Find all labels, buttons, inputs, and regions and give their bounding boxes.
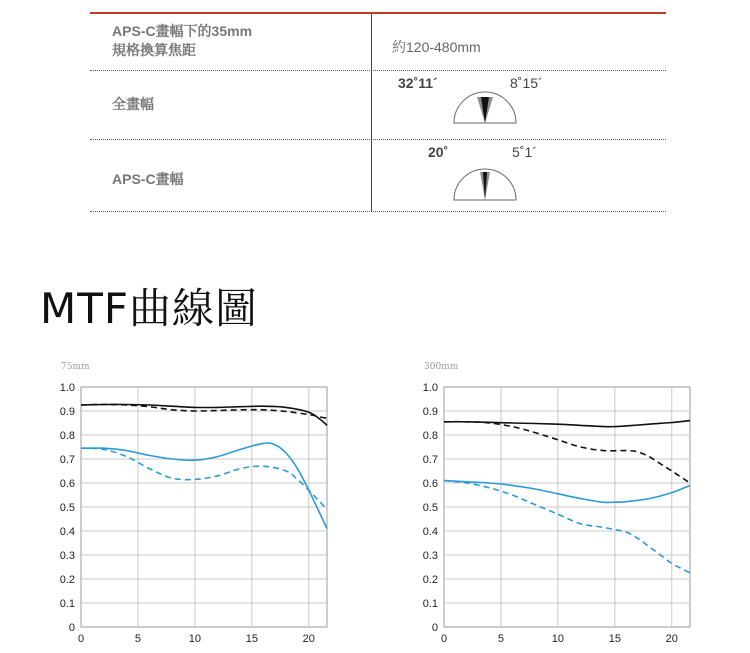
mtf-series-line-3 [81, 443, 327, 529]
table-column-divider [371, 14, 372, 212]
y-tick-label: 0 [68, 622, 75, 634]
field-of-view-diagram-icon [452, 85, 518, 125]
spec-row-equivalent-focal-length [90, 14, 666, 71]
y-tick-label: 1.0 [59, 382, 75, 394]
y-tick-label: 0.4 [422, 526, 438, 538]
x-tick-label: 10 [188, 633, 202, 645]
mtf-series-line-1 [444, 421, 690, 427]
y-tick-label: 0.2 [422, 574, 438, 586]
mtf-series-line-2 [444, 422, 690, 483]
spec-row-full-frame [90, 71, 666, 140]
x-tick-label: 10 [551, 633, 565, 645]
mtf-series-line-1 [81, 404, 327, 425]
spec-label-full-frame: 全畫幅 [112, 96, 154, 112]
chart-title: 75mm [61, 362, 90, 372]
spec-label-equivalent-focal-length [112, 22, 252, 60]
spec-label-line2: 規格換算焦距 [112, 42, 196, 58]
spec-label-line1: APS-C畫幅下的35mm [112, 23, 253, 39]
y-tick-label: 0.8 [422, 430, 438, 442]
angle-tele-full-frame: 8˚15´ [510, 75, 543, 91]
angle-wide-full-frame: 32˚11´ [398, 75, 438, 91]
spec-label-aps-c: APS-C畫幅 [112, 171, 184, 187]
mtf-chart-300mm-svg [418, 355, 708, 645]
y-tick-label: 0.6 [59, 478, 75, 490]
x-tick-label: 15 [245, 633, 258, 645]
mtf-series-line-4 [444, 481, 690, 573]
angle-wide-aps-c: 20˚ [428, 144, 449, 160]
y-tick-label: 0.9 [422, 406, 438, 418]
mtf-chart-75mm [55, 355, 345, 650]
field-of-view-diagram-icon [452, 162, 518, 202]
spec-row-aps-c [90, 140, 666, 212]
mtf-chart-75mm-svg [55, 355, 345, 645]
y-tick-label: 0.5 [59, 502, 75, 514]
mtf-section-title: MTF曲線圖 [40, 284, 259, 333]
y-tick-label: 0.2 [59, 574, 75, 586]
spec-value-equivalent-focal-length: 約120-480mm [392, 39, 481, 55]
y-tick-label: 0.9 [59, 406, 75, 418]
x-tick-label: 20 [665, 633, 678, 645]
x-tick-label: 0 [77, 633, 85, 645]
y-tick-label: 1.0 [422, 382, 438, 394]
x-tick-label: 5 [497, 633, 505, 645]
y-tick-label: 0.7 [59, 454, 75, 466]
y-tick-label: 0 [431, 622, 438, 634]
x-tick-label: 20 [302, 633, 315, 645]
y-tick-label: 0.7 [422, 454, 438, 466]
mtf-chart-300mm [418, 355, 708, 650]
x-tick-label: 5 [134, 633, 142, 645]
y-tick-label: 0.3 [59, 550, 75, 562]
spec-table [90, 12, 666, 212]
x-tick-label: 15 [608, 633, 621, 645]
y-tick-label: 0.3 [422, 550, 438, 562]
x-tick-label: 0 [440, 633, 448, 645]
y-tick-label: 0.1 [59, 598, 75, 610]
y-tick-label: 0.1 [422, 598, 438, 610]
y-tick-label: 0.4 [59, 526, 75, 538]
y-tick-label: 0.6 [422, 478, 438, 490]
chart-title: 300mm [424, 362, 459, 372]
y-tick-label: 0.8 [59, 430, 75, 442]
angle-tele-aps-c: 5˚1´ [512, 144, 537, 160]
y-tick-label: 0.5 [422, 502, 438, 514]
mtf-series-line-3 [444, 481, 690, 503]
